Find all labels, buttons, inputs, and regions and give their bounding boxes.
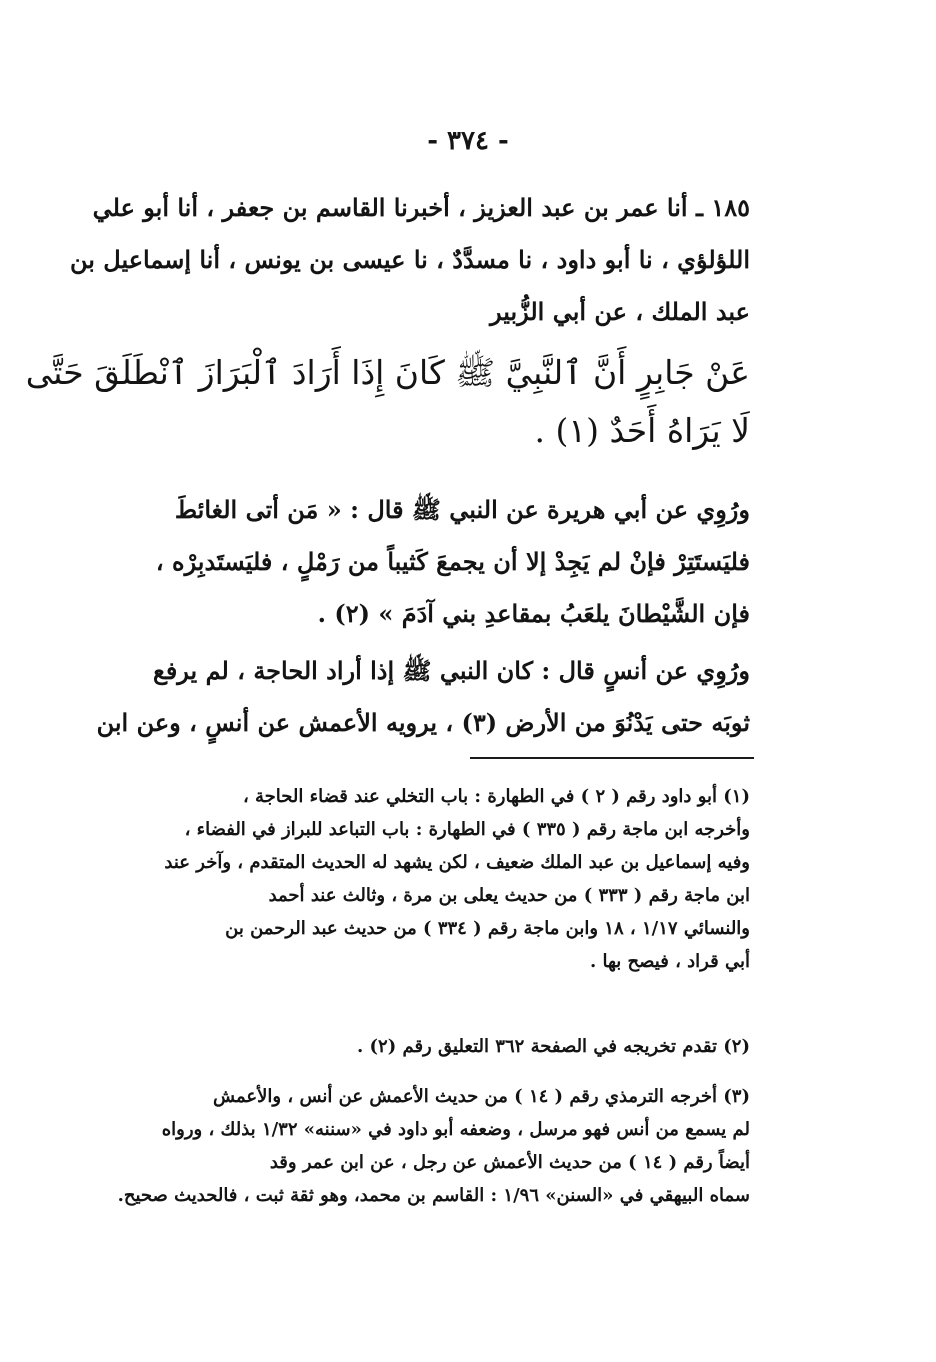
text-line: فليَستَتِرْ فإنْ لم يَجِدْ إلا أن يجمعَ كَثيباً من رَمْلٍ ، فليَستَدبِرْه ،	[155, 547, 750, 576]
text-line: عَنْ جَابِرٍ أَنَّ ٱلنَّبِيَّ ﷺ كَانَ إِذَا أَرَادَ ٱلْبَرَازَ ٱنْطَلَقَ حَتَّى	[25, 353, 750, 392]
text-line: اللؤلؤي ، نا أبو داود ، نا مسدَّدٌ ، نا عيسى بن يونس ، أنا إسماعيل بن	[70, 245, 750, 274]
footnote-line: (٣) أخرجه الترمذي رقم ( ١٤ ) من حديث الأعمش عن أنس ، والأعمش	[213, 1086, 750, 1107]
footnote-line: أبي قراد ، فيصح بها .	[589, 951, 750, 972]
text-line: ورُوِي عن أبي هريرة عن النبي ﷺ قال : « مَن أتى الغائطَ	[174, 495, 750, 524]
footnote-2	[110, 1030, 750, 1063]
hadith-matn-paragraph	[25, 344, 750, 460]
footnote-separator	[470, 757, 754, 759]
footnote-line: (١) أبو داود رقم ( ٢ ) في الطهارة : باب التخلي عند قضاء الحاجة ،	[242, 786, 750, 807]
page-number: - ٣٧٤ -	[427, 126, 509, 156]
abu-hurayra-narration-paragraph	[110, 484, 750, 640]
footnote-1	[110, 780, 750, 978]
footnote-line: سماه البيهقي في «السنن» ١/٩٦ : القاسم بن محمد، وهو ثقة ثبت ، فالحديث صحيح.	[117, 1185, 750, 1206]
text-line: ثوبَه حتى يَدْنُوَ من الأرض (٣) ، يرويه الأعمش عن أنسٍ ، وعن ابن	[96, 708, 750, 737]
hadith-isnad-paragraph	[70, 182, 750, 338]
footnote-line: وفيه إسماعيل بن عبد الملك ضعيف ، لكن يشهد له الحديث المتقدم ، وآخر عند	[164, 852, 750, 873]
footnote-3	[110, 1080, 750, 1212]
text-line: ورُوِي عن أنسٍ قال : كان النبي ﷺ إذا أراد الحاجة ، لم يرفع	[153, 656, 750, 685]
text-line: لَا يَرَاهُ أَحَدٌ (١) .	[534, 411, 750, 450]
text-line: عبد الملك ، عن أبي الزُّبير	[489, 297, 750, 326]
footnote-line: والنسائي ١/١٧ ، ١٨ وابن ماجة رقم ( ٣٣٤ ) من حديث عبد الرحمن بن	[225, 918, 750, 939]
footnote-line: لم يسمع من أنس فهو مرسل ، وضعفه أبو داود في «سننه» ١/٣٢ بذلك ، ورواه	[161, 1119, 750, 1140]
footnote-line: وأخرجه ابن ماجة رقم ( ٣٣٥ ) في الطهارة : باب التباعد للبراز في الفضاء ،	[184, 819, 750, 840]
footnote-line: أيضاً رقم ( ١٤ ) من حديث الأعمش عن رجل ، عن ابن عمر وقد	[269, 1152, 750, 1173]
anas-narration-paragraph	[96, 645, 750, 749]
text-line: ١٨٥ ـ أنا عمر بن عبد العزيز ، أخبرنا القاسم بن جعفر ، أنا أبو علي	[92, 193, 750, 222]
text-line: فإن الشَّيْطانَ يلعَبُ بمقاعدِ بني آدَمَ » (٢) .	[317, 599, 750, 628]
footnote-line: (٢) تقدم تخريجه في الصفحة ٣٦٢ التعليق رقم (٢) .	[356, 1036, 750, 1057]
footnote-line: ابن ماجة رقم ( ٣٣٣ ) من حديث يعلى بن مرة ، وثالث عند أحمد	[268, 885, 750, 906]
